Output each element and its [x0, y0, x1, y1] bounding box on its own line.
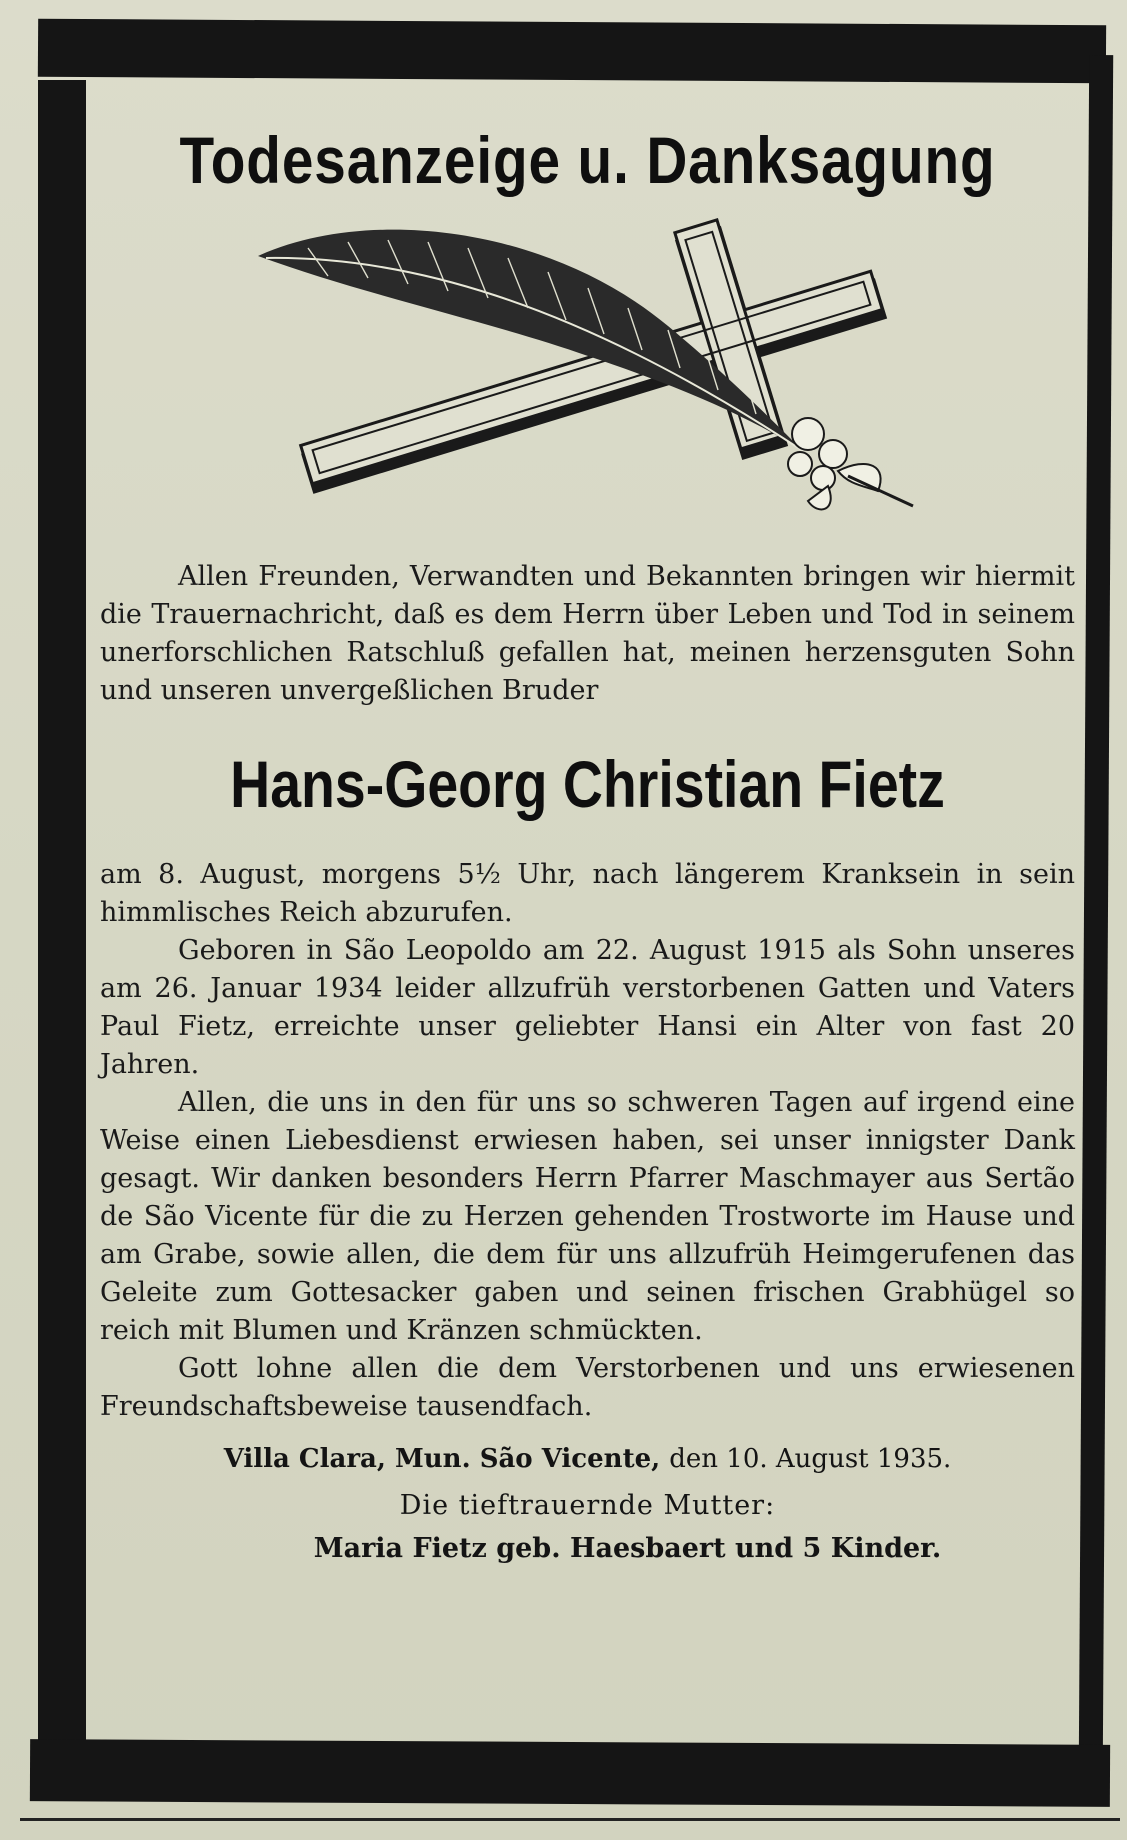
mourner-label: Die tieftrauernde Mutter:: [399, 1490, 776, 1521]
mourning-border-bottom: [30, 1739, 1110, 1807]
cross-with-feather-icon: [248, 216, 928, 516]
mourning-border-right: [1079, 55, 1113, 1765]
obituary-content: [100, 92, 1075, 1732]
obituary-heading: Todesanzeige u. Danksagung: [179, 123, 996, 197]
body-paragraph: Allen, die uns in den für uns so schweren Tagen auf irgend eine Weise einen Liebesdienst erwiesen haben, sei unser innigster Dank gesagt. Wir danken besonders Herrn Pfarrer Maschmayer aus Sertão de São Vicente für die zu Herzen gehenden Trostworte im Hause und am Grabe, sowie allen, die dem für uns allzufrüh Heimgerufenen das Geleite zum Gottesacker gaben und seinen frischen Grabhügel so reich mit Blumen und Kränzen schmückten.: [100, 1087, 1075, 1346]
body-paragraph: Gott lohne allen die dem Verstorbenen und uns erwiesenen Freundschaftsbeweise tausendfach.: [100, 1353, 1075, 1422]
body-paragraph: Geboren in São Leopoldo am 22. August 1915 als Sohn unseres am 26. Januar 1934 leider allzufrüh verstorbenen Gatten und Vaters Paul Fietz, erreichte unser geliebter Hansi ein Alter von fast 20 Jahren.: [100, 935, 1075, 1080]
mourning-border-top: [38, 19, 1106, 84]
body-paragraph: am 8. August, morgens 5½ Uhr, nach längerem Kranksein in sein himmlisches Reich abzurufen.: [100, 859, 1075, 928]
page-rule: [20, 1818, 1120, 1821]
date-line: den 10. August 1935.: [669, 1444, 952, 1474]
mourning-border-left: [38, 80, 86, 1760]
intro-paragraph: Allen Freunden, Verwandten und Bekannten bringen wir hiermit die Trauernachricht, daß es dem Herrn über Leben und Tod in seinem unerforschlichen Ratschluß gefallen hat, meinen herzensguten Sohn und unseren unvergeßlichen Bruder: [100, 561, 1075, 706]
place-line: Villa Clara, Mun. São Vicente,: [223, 1444, 661, 1474]
deceased-name: Hans-Georg Christian Fietz: [230, 747, 945, 821]
mourner-name: Maria Fietz geb. Haesbaert und 5 Kinder.: [313, 1533, 942, 1564]
place-and-date: [100, 1444, 1075, 1474]
